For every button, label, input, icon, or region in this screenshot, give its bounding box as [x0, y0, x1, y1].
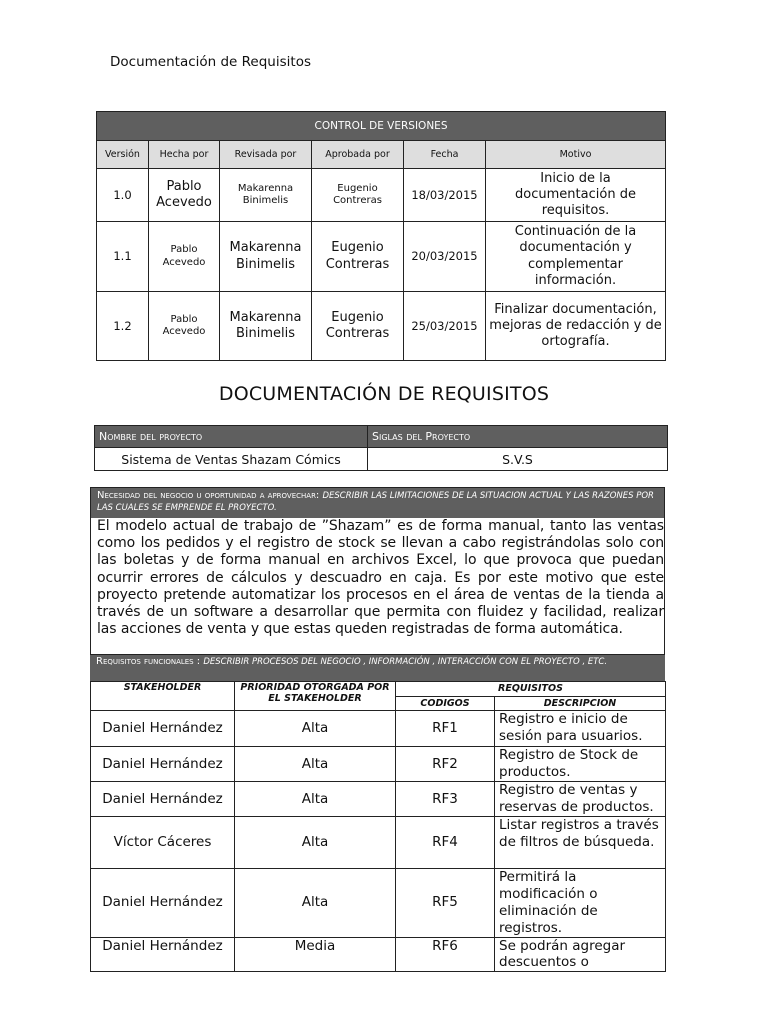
stakeholder: Daniel Hernández: [91, 937, 235, 972]
priority: Media: [235, 937, 396, 972]
stakeholder: Daniel Hernández: [91, 782, 235, 817]
col-header-requirements: REQUISITOS: [396, 682, 666, 697]
reviewed-by: Makarenna Binimelis: [220, 169, 312, 222]
business-need-label: Necesidad del negocio u oportunidad a aprovechar:: [97, 490, 320, 501]
project-acronym-label: Siglas del Proyecto: [368, 426, 668, 448]
requirement-row: [91, 711, 666, 747]
requirement-code: RF1: [396, 711, 495, 747]
stakeholder: Daniel Hernández: [91, 747, 235, 782]
col-header-date: Fecha: [404, 141, 486, 169]
functional-requirements-header: [90, 655, 665, 682]
requirement-description: Registro de Stock de productos.: [495, 747, 666, 782]
requirement-row: [91, 817, 666, 869]
priority: Alta: [235, 817, 396, 869]
version-date: 20/03/2015: [404, 222, 486, 292]
version-row: [97, 292, 666, 361]
stakeholder: Víctor Cáceres: [91, 817, 235, 869]
version-number: 1.1: [97, 222, 149, 292]
version-number: 1.0: [97, 169, 149, 222]
version-reason: Inicio de la documentación de requisitos.: [486, 169, 666, 222]
made-by: Pablo Acevedo: [149, 169, 220, 222]
requirement-code: RF3: [396, 782, 495, 817]
version-control-table: [96, 111, 666, 361]
project-name-label: Nombre del proyecto: [95, 426, 368, 448]
project-acronym: S.V.S: [368, 448, 668, 471]
col-header-version: Versión: [97, 141, 149, 169]
requirement-row: [91, 869, 666, 938]
business-need-section: [90, 487, 665, 655]
requirement-code: RF4: [396, 817, 495, 869]
project-table: [94, 425, 668, 471]
col-header-reason: Motivo: [486, 141, 666, 169]
business-need-text: El modelo actual de trabajo de ”Shazam” es de forma manual, tanto las ventas como los pedidos y el registro de stock se llevan a cabo registrándolas solo con las boletas y de forma manual en archivos Excel, lo que provoca que puedan ocurrir errores de cálculos y descuadro en caja. Es por este motivo que este proyecto pretende automatizar los procesos en el área de ventas de la tienda a través de un software a desarrollar que permita con fluidez y facilidad, realizar las acciones de venta y que estas queden registradas de forma automática.: [97, 518, 664, 638]
requirement-code: RF5: [396, 869, 495, 938]
version-reason: Finalizar documentación, mejoras de redacción y de ortografía.: [486, 292, 666, 361]
functional-requirements-table: [90, 681, 666, 972]
made-by: Pablo Acevedo: [149, 222, 220, 292]
col-header-reviewed-by: Revisada por: [220, 141, 312, 169]
requirement-code: RF6: [396, 937, 495, 972]
col-header-description: DESCRIPCION: [495, 697, 666, 711]
requirement-row: [91, 937, 666, 972]
functional-requirements-hint: DESCRIBIR PROCESOS DEL NEGOCIO , INFORMACIÓN , INTERACCIÓN CON EL PROYECTO , ETC.: [203, 657, 608, 667]
made-by: Pablo Acevedo: [149, 292, 220, 361]
reviewed-by: Makarenna Binimelis: [220, 222, 312, 292]
version-number: 1.2: [97, 292, 149, 361]
stakeholder: Daniel Hernández: [91, 869, 235, 938]
requirement-description: Permitirá la modificación o eliminación de registros.: [495, 869, 666, 938]
requirement-description: Registro e inicio de sesión para usuarios.: [495, 711, 666, 747]
col-header-codes: CODIGOS: [396, 697, 495, 711]
priority: Alta: [235, 747, 396, 782]
project-name: Sistema de Ventas Shazam Cómics: [95, 448, 368, 471]
requirement-description: Se podrán agregar descuentos o: [495, 937, 666, 972]
document-title: DOCUMENTACIÓN DE REQUISITOS: [218, 383, 550, 405]
requirement-row: [91, 747, 666, 782]
version-date: 25/03/2015: [404, 292, 486, 361]
approved-by: Eugenio Contreras: [312, 222, 404, 292]
requirement-row: [91, 782, 666, 817]
functional-requirements-label: Requisitos funcionales :: [96, 656, 201, 667]
priority: Alta: [235, 711, 396, 747]
version-date: 18/03/2015: [404, 169, 486, 222]
col-header-priority: PRIORIDAD OTORGADA POR EL STAKEHOLDER: [235, 682, 396, 711]
priority: Alta: [235, 782, 396, 817]
stakeholder: Daniel Hernández: [91, 711, 235, 747]
requirement-description: Listar registros a través de filtros de búsqueda.: [495, 817, 666, 869]
approved-by: Eugenio Contreras: [312, 292, 404, 361]
requirement-description: Registro de ventas y reservas de productos.: [495, 782, 666, 817]
page-heading: Documentación de Requisitos: [110, 54, 311, 70]
col-header-stakeholder: STAKEHOLDER: [91, 682, 235, 711]
version-row: [97, 222, 666, 292]
approved-by: Eugenio Contreras: [312, 169, 404, 222]
col-header-approved-by: Aprobada por: [312, 141, 404, 169]
business-need-hint: DESCRIBIR LAS LIMITACIONES DE LA SITUACION ACTUAL Y LAS RAZONES POR LAS CUALES SE EMPRENDE EL PROYECTO.: [97, 491, 654, 513]
reviewed-by: Makarenna Binimelis: [220, 292, 312, 361]
version-row: [97, 169, 666, 222]
requirement-code: RF2: [396, 747, 495, 782]
version-table-title: CONTROL DE VERSIONES: [97, 112, 666, 141]
col-header-made-by: Hecha por: [149, 141, 220, 169]
priority: Alta: [235, 869, 396, 938]
business-need-header: [91, 488, 664, 518]
version-reason: Continuación de la documentación y complementar información.: [486, 222, 666, 292]
